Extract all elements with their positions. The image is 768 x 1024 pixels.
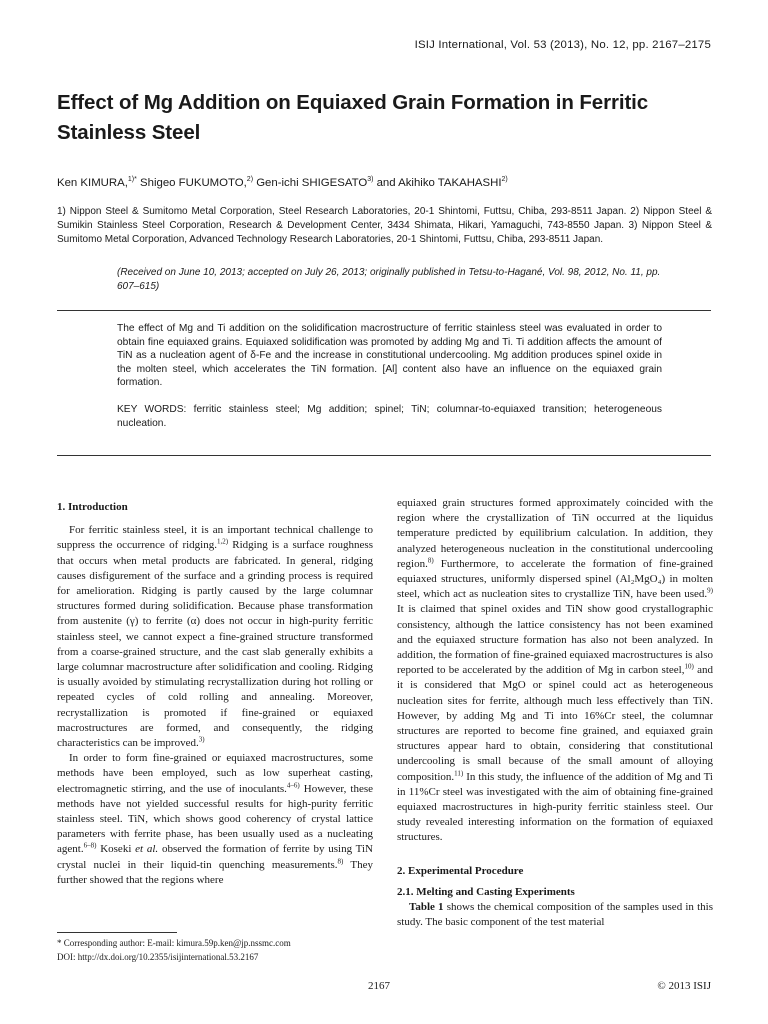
author-list [57,177,717,189]
keywords: KEY WORDS: ferritic stainless steel; Mg addition; spinel; TiN; columnar-to-equiaxed transition; heterogeneous nucleation. [117,404,662,429]
abstract: The effect of Mg and Ti addition on the solidification macrostructure of ferritic stainless steel was evaluated in order to obtain fine equiaxed grains. Equiaxed solidification was promoted by adding Mg and Ti. Ti addition affects the amount of TiN as a nucleation agent of δ-Fe and the increase in constitutional undercooling. Mg addition produces spinel oxide in the molten steel, which accelerates the TiN formation. [Al] content also have an influence on the equiaxed grain formation. [117,323,662,388]
affiliations [57,205,712,248]
text-run: observed the formation of ferrite by using TiN crystal nuclei in their liquid-tin quenching measurements. [57,843,373,871]
author-affil-mark: 2) [246,176,254,184]
footnote-divider [57,932,177,933]
author-name: and Akihiko TAKAHASHI [373,177,502,189]
author-name: Ken KIMURA, [57,177,128,189]
text-run: Furthermore, to accelerate the formation of fine-grained equiaxed structures, uniformly dispersed spinel (Al₂MgO₄) in molten steel, which act as nucleation sites to crystallize TiN, have been used. [397,557,713,601]
text-run: For ferritic stainless steel, it is an important technical challenge to suppress the occurrence of ridging. [57,524,373,552]
text-run: equiaxed grain structures formed approximately coincided with the region where the crystallization of TiN occurred at the liquidus temperature predicted by equilibrium calculation. In addition, they analyzed heterogeneous nucleation in the constitutional undercooling region. [397,497,713,570]
right-column [397,496,713,930]
citation: 4–6) [286,781,300,789]
citation: 6–8) [83,841,97,850]
text-run: In order to form fine-grained or equiaxed macrostructures, some methods have been employed, such as low superheat casting, electromagnetic stirring, and the use of inoculants. [57,752,373,795]
intro-paragraph-2 [57,751,373,888]
author-affil-mark: 3) [367,176,374,184]
bottom-divider [57,455,711,456]
intro-paragraph-1 [57,523,373,751]
section-heading-experimental: 2. Experimental Procedure [397,864,524,877]
subsection-heading-melting: 2.1. Melting and Casting Experiments [397,885,575,898]
citation: 10) [684,662,694,671]
author-affil-mark: 1)* [127,176,137,184]
table-reference: Table 1 [409,901,444,914]
citation: 8) [337,857,344,866]
citation: 9) [707,586,713,595]
left-column [57,500,373,888]
paper-title: Effect of Mg Addition on Equiaxed Grain Formation in Ferritic Stainless Steel [57,91,649,144]
affiliation-text: 1) Nippon Steel & Sumitomo Metal Corporation, Steel Research Laboratories, 20-1 Shintomi, Futtsu, Chiba, 293-8511 Japan. 2) Nippon Steel & Sumikin Stainless Steel Corporation, Research & Development Center, 3434 Shimata, Hikari, Yamaguchi, 743-8550 Japan. 3) Nippon Steel & Sumitomo Metal Corporation, Advanced Technology Research Laboratories, 20-1 Shintomi, Futtsu, Chiba, 293-8511 Japan. [57,206,712,246]
author-name: Gen-ichi SHIGESATO [253,177,368,189]
citation: 3) [198,735,205,744]
author-name: Shigeo FUKUMOTO, [136,177,247,189]
text-run: They further showed that the regions where [57,858,373,886]
copyright-notice: © 2013 ISIJ [657,980,711,992]
footnote [57,936,373,964]
text-run-italic: et al. [135,843,159,856]
journal-citation: ISIJ International, Vol. 53 (2013), No. 12, pp. 2167–2175 [414,39,711,51]
text-run: Ridging is a surface roughness that occurs when metal products are fabricated. In general, ridging causes disfigurement of the surface and a grinding process is required for amelioration. Ridging is partly caused by the large columnar structures formed during solidification. Because phase transformation from austenite (γ) to ferrite (α) does not occur in high-purity ferritic stainless steel, we cannot expect a fine-grained structure transformed from a coarse-grained structure, and the cast slab generally exhibits a large columnar macrostructure after solidification and cooling. Ridging is usually avoided by stimulating recrystallization during hot rolling or repeated cycles of cold rolling and annealing. Moreover, recrystallization is promoted if fine-grained or equiaxed macrostructures are formed, and consequently, the ridging characteristics can be improved. [57,539,373,750]
citation: 11) [454,769,464,777]
text-run: However, these methods have not yielded successful results for high-purity ferritic stainless steel. TiN, which shows good coherency of crystal lattice parameters with ferrite phase, has been usually used as a nucleating agent. [57,782,374,856]
text-run: Koseki [96,843,136,856]
top-divider [57,310,711,311]
corresponding-author: * Corresponding author: E-mail: kimura.59p.ken@jp.nssmc.com [57,938,291,948]
text-run: It is claimed that spinel oxides and TiN show good crystallographic consistency, although the lattice consistency has not been examined and the equiaxed structure formation has also not been analyzed. In addition, the formation of fine-grained equiaxed macrostructures is also reported to be accelerated by the addition of Mg in carbon steel, [397,603,713,677]
text-run: In this study, the influence of the addition of Mg and Ti in 11%Cr steel was investigated with the aim of obtaining fine-grained equiaxed macrostructures in high-purity ferritic stainless steel. Our study revealed interesting information on the formation of equiaxed structures. [397,770,713,844]
citation: 8) [427,556,434,565]
doi-link[interactable]: DOI: http://dx.doi.org/10.2355/isijinternational.53.2167 [57,952,259,962]
author-affil-mark: 2) [501,176,508,184]
page-number: 2167 [368,980,390,992]
received-dates: (Received on June 10, 2013; accepted on July 26, 2013; originally published in Tetsu-to-Hagané, Vol. 98, 2012, No. 11, pp. 607–615) [117,267,661,293]
experimental-paragraph [397,900,713,930]
text-run: and it is considered that MgO or spinel could act as heterogeneous nucleation sites for ferrite, although much less effectively than TiN. However, by adding Mg and Ti into 16%Cr steel, the columnar structures are reported to become fine grained, and equiaxed grain structures appear hard to obtain, considering that constitutional undercooling is small because of the small amount of alloying composition. [397,664,713,783]
section-heading-introduction: 1. Introduction [57,501,128,513]
intro-paragraph-continued [397,496,713,846]
citation: 1,2) [216,537,229,546]
text-run: shows the chemical composition of the samples used in this study. The basic component of the test material [397,901,713,929]
